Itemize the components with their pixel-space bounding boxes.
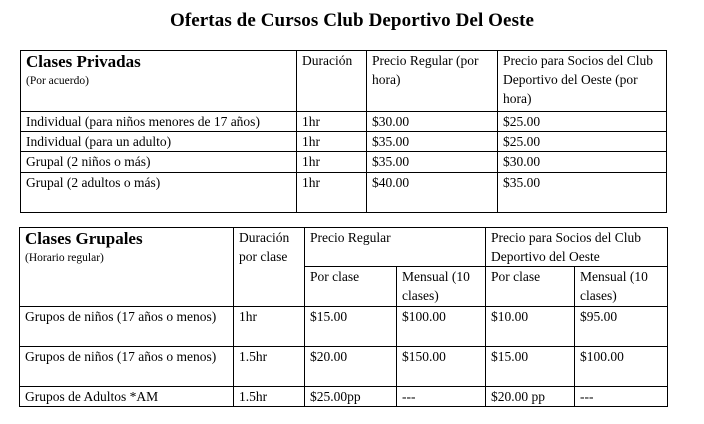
group-row-reg-class: $20.00 — [305, 347, 397, 387]
group-row-reg-class: $25.00pp — [305, 387, 397, 407]
private-heading: Clases Privadas — [26, 52, 141, 71]
table-row — [21, 132, 667, 152]
private-row-duration: 1hr — [297, 132, 367, 152]
group-row-name: Grupos de niños (17 años o menos) — [20, 347, 234, 387]
group-row-duration: 1hr — [234, 307, 305, 347]
table-row — [20, 347, 668, 387]
group-sub-regular-per-class: Por clase — [305, 267, 397, 307]
table-row — [21, 112, 667, 132]
group-row-mem-month: $95.00 — [575, 307, 668, 347]
private-row-duration: 1hr — [297, 173, 367, 213]
group-col-members: Precio para Socios del Club Deportivo del Oeste — [486, 228, 668, 267]
private-classes-table — [20, 50, 667, 213]
private-subheading: (Por acuerdo) — [26, 75, 89, 87]
group-heading: Clases Grupales — [25, 229, 143, 248]
group-heading-cell — [20, 228, 234, 307]
group-row-mem-class: $10.00 — [486, 307, 575, 347]
private-col-regular: Precio Regular (por hora) — [367, 51, 498, 112]
group-row-duration: 1.5hr — [234, 387, 305, 407]
group-row-reg-month: $100.00 — [397, 307, 486, 347]
group-subheading: (Horario regular) — [25, 252, 104, 264]
group-row-mem-class: $20.00 pp — [486, 387, 575, 407]
group-sub-members-monthly: Mensual (10 clases) — [575, 267, 668, 307]
group-sub-members-per-class: Por clase — [486, 267, 575, 307]
group-header-row — [20, 228, 668, 267]
private-row-members: $25.00 — [498, 132, 667, 152]
group-row-name: Grupos de niños (17 años o menos) — [20, 307, 234, 347]
table-row — [21, 152, 667, 173]
table-row — [21, 173, 667, 213]
private-row-name: Grupal (2 niños o más) — [21, 152, 297, 173]
private-heading-cell — [21, 51, 297, 112]
group-row-duration: 1.5hr — [234, 347, 305, 387]
group-row-reg-class: $15.00 — [305, 307, 397, 347]
private-row-duration: 1hr — [297, 152, 367, 173]
group-col-regular: Precio Regular — [305, 228, 486, 267]
private-row-members: $30.00 — [498, 152, 667, 173]
group-row-mem-month: $100.00 — [575, 347, 668, 387]
group-row-reg-month: $150.00 — [397, 347, 486, 387]
private-row-members: $25.00 — [498, 112, 667, 132]
private-row-regular: $35.00 — [367, 152, 498, 173]
private-row-regular: $40.00 — [367, 173, 498, 213]
private-header-row — [21, 51, 667, 112]
group-row-reg-month: --- — [397, 387, 486, 407]
private-row-duration: 1hr — [297, 112, 367, 132]
private-col-members: Precio para Socios del Club Deportivo del Oeste (por hora) — [498, 51, 667, 112]
page-title: Ofertas de Cursos Club Deportivo Del Oeste — [169, 10, 535, 31]
private-row-name: Individual (para niños menores de 17 años) — [21, 112, 297, 132]
private-row-regular: $30.00 — [367, 112, 498, 132]
group-row-name: Grupos de Adultos *AM — [20, 387, 234, 407]
table-row — [20, 387, 668, 407]
group-sub-regular-monthly: Mensual (10 clases) — [397, 267, 486, 307]
table-row — [20, 307, 668, 347]
private-row-name: Grupal (2 adultos o más) — [21, 173, 297, 213]
private-row-regular: $35.00 — [367, 132, 498, 152]
private-col-duration: Duración — [297, 51, 367, 112]
group-row-mem-month: --- — [575, 387, 668, 407]
group-classes-table — [19, 227, 668, 407]
group-col-duration: Duración por clase — [234, 228, 305, 307]
private-row-name: Individual (para un adulto) — [21, 132, 297, 152]
private-row-members: $35.00 — [498, 173, 667, 213]
group-row-mem-class: $15.00 — [486, 347, 575, 387]
